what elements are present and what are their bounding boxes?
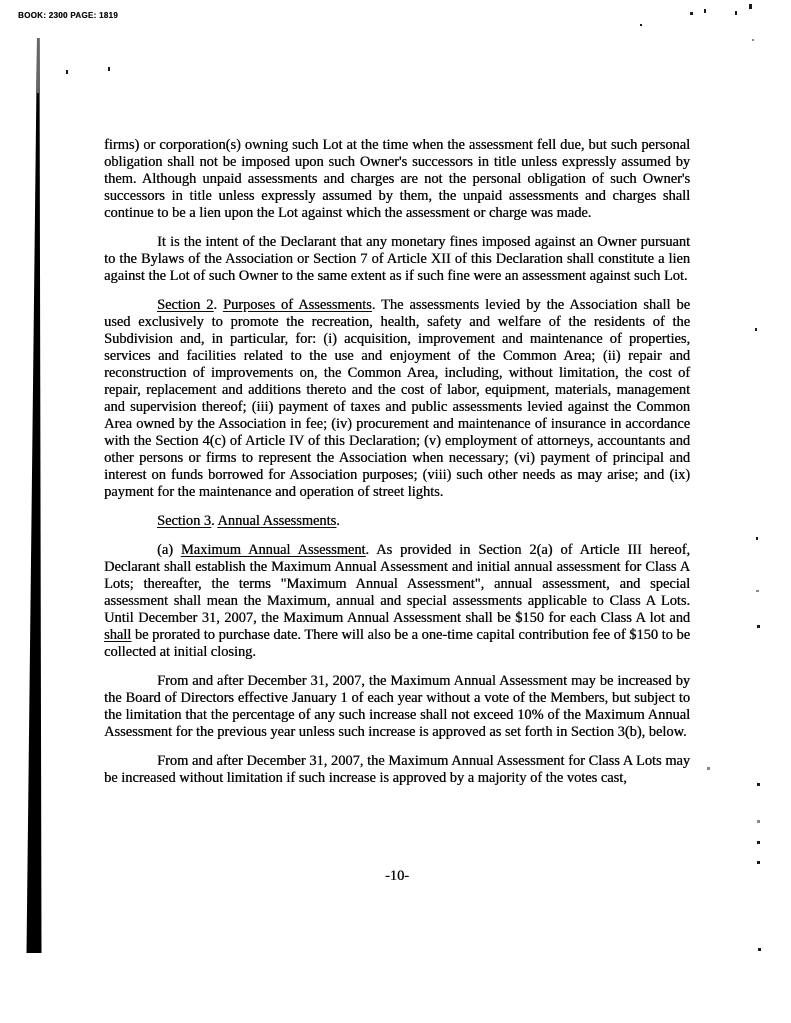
subsection-a-title: Maximum Annual Assessment [180,542,366,558]
scan-speck [640,24,642,26]
scan-speck [755,328,757,331]
page-number: -10- [385,868,409,884]
scan-speck [108,67,110,71]
scan-speck [690,12,693,15]
section-2-title: Purposes of Assessments [222,297,372,313]
section-2-label: Section 2 [157,297,214,313]
scan-speck [749,4,752,9]
subsection-a-body-2: be prorated to purchase date. There will also be a one-time capital contribution fee of $150 to be collected at initial closing. [104,627,690,660]
paragraph-maximum-annual-assessment [104,542,690,661]
scan-speck [758,948,761,951]
scan-speck [66,70,68,74]
section-2-separator: . [213,297,223,313]
paragraph-continuation: firms) or corporation(s) owning such Lot at the time when the assessment fell due, but such personal obligation shall not be imposed upon such Owner's successors in title unless expressly assumed by them. Although unpaid assessments and charges are not the personal obligation of such Owner's successors in title unless expressly assumed by them, the unpaid assessments and charges shall continue to be a lien upon the Lot against which the assessment or charge was made. [104,137,690,221]
section-3-period: . [336,513,340,529]
scan-speck [756,537,758,540]
scan-speck [756,590,759,592]
scan-speck [757,625,760,628]
section-3-label: Section 3 [157,513,211,529]
paragraph-intent-of-declarant: It is the intent of the Declarant that any monetary fines imposed against an Owner pursuant to the Bylaws of the Association or Section 7 of Article XII of this Declaration shall constitute a lien against the Lot of such Owner to the same extent as if such fine were an assessment against such Lot. [104,234,690,284]
scan-speck [757,820,760,823]
scan-edge-bar [0,0,60,1023]
section-3-title: Annual Assessments [217,513,337,529]
underlined-shall: shall [104,627,132,643]
paragraph-class-a-increase: From and after December 31, 2007, the Maximum Annual Assessment for Class A Lots may be increased without limitation if such increase is approved by a majority of the votes cast, [104,753,690,786]
section-3-separator: . [210,513,218,529]
heading-section-3 [104,513,690,530]
scan-speck [735,11,737,15]
book-page-stamp: BOOK: 2300 PAGE: 1819 [18,11,118,20]
subsection-a-body-1: . As provided in Section 2(a) of Article III hereof, Declarant shall establish the Maximum Annual Assessment and initial annual assessment for Class A Lots; thereafter, the terms "Maximum Annual Assessment", annual assessment, and special assessment shall mean the Maximum, annual and special assessments applicable to Class A Lots. Until December 31, 2007, the Maximum Annual Assessment shall be $150 for each Class A lot and [104,542,690,626]
scan-speck [757,861,760,864]
scan-speck [757,783,760,786]
paragraph-section-2-purposes [104,297,690,501]
document-body [104,137,690,799]
section-2-body: . The assessments levied by the Association shall be used exclusively to promote the recreation, health, safety and welfare of the residents of the Subdivision and, in particular, for: (i) acquisition, improvement and maintenance of properties, services and facilities related to the use and enjoyment of the Common Area; (ii) repair and reconstruction of improvements on, the Common Area, including, without limitation, the cost of repair, replacement and additions thereto and the cost of labor, equipment, materials, management and supervision thereof; (iii) payment of taxes and public assessments levied against the Common Area owned by the Association in fee; (iv) procurement and maintenance of insurance in accordance with the Section 4(c) of Article IV of this Declaration; (v) employment of attorneys, accountants and other persons or firms to represent the Association when necessary; (vi) payment of principal and interest on funds borrowed for Association purposes; (viii) such other needs as may arise; and (ix) payment for the maintenance and operation of street lights. [104,297,690,500]
scan-speck [707,767,710,770]
scan-speck [752,39,754,41]
scan-speck [757,841,760,844]
scan-speck [704,9,706,13]
subsection-a-prefix: (a) [157,542,181,558]
paragraph-board-increase: From and after December 31, 2007, the Maximum Annual Assessment may be increased by the Board of Directors effective January 1 of each year without a vote of the Members, but subject to the limitation that the percentage of any such increase shall not exceed 10% of the Maximum Annual Assessment for the previous year unless such increase is approved as set forth in Section 3(b), below. [104,673,690,740]
